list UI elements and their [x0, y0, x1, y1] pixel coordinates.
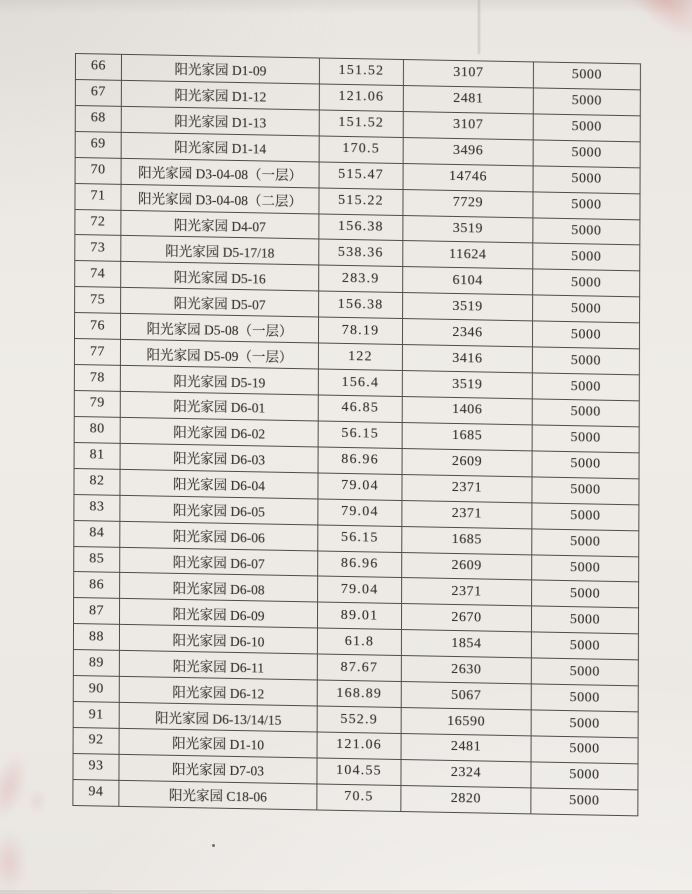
cell-v2: 2820 — [401, 785, 531, 814]
cell-no: 86 — [74, 572, 120, 599]
cell-v3: 5000 — [532, 451, 639, 479]
table-body — [73, 54, 641, 816]
cell-v3: 5000 — [532, 580, 639, 608]
cell-v2: 3519 — [402, 371, 532, 399]
cell-v3: 5000 — [532, 528, 639, 556]
cell-no: 73 — [75, 235, 121, 262]
cell-v3: 5000 — [533, 269, 640, 297]
cell-name: 阳光家园 D5-08（一层） — [121, 314, 319, 344]
cell-v3: 5000 — [531, 606, 638, 634]
paper-fold-line — [478, 0, 480, 54]
cell-v1: 283.9 — [319, 265, 403, 292]
cell-v2: 7729 — [403, 189, 533, 217]
cell-v3: 5000 — [533, 140, 640, 168]
cell-no: 76 — [75, 313, 121, 340]
cell-no: 92 — [73, 727, 119, 754]
cell-no: 87 — [74, 598, 120, 625]
cell-v1: 46.85 — [318, 395, 402, 422]
cell-v3: 5000 — [532, 373, 639, 401]
cell-v1: 151.52 — [319, 58, 403, 85]
cell-v2: 2609 — [402, 448, 532, 476]
cell-v3: 5000 — [533, 88, 640, 116]
cell-v3: 5000 — [532, 503, 639, 531]
cell-name: 阳光家园 D6-01 — [120, 391, 318, 421]
cell-v2: 5067 — [401, 682, 531, 710]
cell-name: 阳光家园 D5-07 — [121, 288, 319, 318]
cell-v2: 11624 — [403, 241, 533, 269]
cell-v1: 79.04 — [318, 576, 402, 603]
cell-v2: 1685 — [402, 422, 532, 450]
cell-name: 阳光家园 D6-03 — [120, 443, 318, 473]
pink-smudge-bottom-left — [0, 830, 28, 894]
cell-name: 阳光家园 D7-03 — [119, 754, 317, 784]
cell-no: 66 — [75, 54, 121, 81]
cell-v1: 86.96 — [318, 447, 402, 474]
cell-v3: 5000 — [531, 684, 638, 712]
cell-no: 94 — [73, 779, 119, 806]
cell-name: 阳光家园 D6-06 — [120, 521, 318, 551]
cell-name: 阳光家园 D6-05 — [120, 495, 318, 525]
cell-v3: 5000 — [533, 192, 640, 220]
cell-name: 阳光家园 D4-07 — [121, 210, 319, 240]
cell-name: 阳光家园 D5-17/18 — [121, 236, 319, 266]
cell-no: 89 — [73, 650, 119, 677]
cell-v1: 515.47 — [319, 162, 403, 189]
cell-no: 93 — [73, 753, 119, 780]
cell-v2: 2371 — [402, 578, 532, 606]
cell-v2: 16590 — [401, 708, 531, 736]
cell-v1: 79.04 — [318, 499, 402, 526]
cell-v3: 5000 — [531, 762, 638, 790]
cell-v2: 2371 — [402, 474, 532, 502]
cell-name: 阳光家园 D1-09 — [121, 54, 319, 84]
cell-v1: 170.5 — [319, 136, 403, 163]
cell-v3: 5000 — [531, 710, 638, 738]
cell-v2: 1685 — [402, 526, 532, 554]
cell-v2: 3519 — [403, 293, 533, 321]
cell-v3: 5000 — [532, 399, 639, 427]
cell-v3: 5000 — [532, 321, 639, 349]
cell-name: 阳光家园 D1-13 — [121, 106, 319, 136]
cell-no: 69 — [75, 131, 121, 158]
cell-no: 79 — [74, 390, 120, 417]
cell-name: 阳光家园 D5-09（一层） — [120, 339, 318, 369]
cell-v1: 156.38 — [319, 291, 403, 318]
cell-name: 阳光家园 C18-06 — [119, 780, 317, 810]
cell-v1: 121.06 — [319, 84, 403, 111]
cell-v1: 87.67 — [317, 654, 401, 681]
cell-name: 阳光家园 D5-16 — [121, 262, 319, 292]
cell-name: 阳光家园 D6-12 — [119, 676, 317, 706]
cell-v1: 61.8 — [317, 628, 401, 655]
cell-v2: 3416 — [402, 345, 532, 373]
cell-v1: 79.04 — [318, 473, 402, 500]
cell-name: 阳光家园 D3-04-08（一层） — [121, 158, 319, 188]
cell-v2: 2371 — [402, 500, 532, 528]
cell-v3: 5000 — [531, 788, 638, 816]
cell-v2: 3107 — [403, 60, 533, 88]
cell-v2: 14746 — [403, 163, 533, 191]
cell-no: 75 — [75, 287, 121, 314]
cell-no: 88 — [73, 624, 119, 651]
cell-v1: 168.89 — [317, 680, 401, 707]
cell-v1: 89.01 — [317, 602, 401, 629]
cell-name: 阳光家园 D6-09 — [120, 599, 318, 629]
cell-v2: 3519 — [403, 215, 533, 243]
cell-v3: 5000 — [533, 295, 640, 323]
cell-no: 84 — [74, 520, 120, 547]
cell-v1: 122 — [318, 343, 402, 370]
cell-name: 阳光家园 D1-12 — [121, 80, 319, 110]
cell-name: 阳光家园 D1-10 — [119, 728, 317, 758]
cell-name: 阳光家园 D6-02 — [120, 417, 318, 447]
cell-v2: 6104 — [403, 267, 533, 295]
cell-v2: 2481 — [401, 733, 531, 761]
cell-no: 78 — [74, 365, 120, 392]
cell-name: 阳光家园 D3-04-08（二层） — [121, 184, 319, 214]
cell-v2: 2670 — [401, 604, 531, 632]
cell-name: 阳光家园 D6-07 — [120, 547, 318, 577]
cell-no: 77 — [74, 339, 120, 366]
cell-v3: 5000 — [533, 243, 640, 271]
cell-v2: 2609 — [402, 552, 532, 580]
unit-fee-table-wrap — [72, 53, 640, 816]
cell-v3: 5000 — [532, 477, 639, 505]
cell-no: 90 — [73, 676, 119, 703]
cell-v3: 5000 — [532, 425, 639, 453]
cell-v1: 56.15 — [318, 525, 402, 552]
cell-name: 阳光家园 D6-13/14/15 — [119, 702, 317, 732]
cell-v1: 515.22 — [319, 188, 403, 215]
unit-fee-table — [72, 53, 641, 816]
cell-v1: 151.52 — [319, 110, 403, 137]
cell-no: 80 — [74, 416, 120, 443]
cell-no: 91 — [73, 702, 119, 729]
cell-v3: 5000 — [531, 736, 638, 764]
ink-speck — [212, 844, 215, 847]
cell-no: 82 — [74, 468, 120, 495]
cell-name: 阳光家园 D1-14 — [121, 132, 319, 162]
pink-smudge-bottom-left — [28, 788, 46, 814]
cell-no: 72 — [75, 209, 121, 236]
cell-v2: 1854 — [401, 630, 531, 658]
cell-name: 阳光家园 D5-19 — [120, 365, 318, 395]
cell-no: 81 — [74, 442, 120, 469]
cell-v1: 538.36 — [319, 239, 403, 266]
cell-v2: 2630 — [401, 656, 531, 684]
cell-v1: 70.5 — [317, 784, 401, 812]
cell-v1: 156.38 — [319, 214, 403, 241]
cell-v1: 552.9 — [317, 706, 401, 733]
cell-v2: 1406 — [402, 397, 532, 425]
cell-no: 70 — [75, 157, 121, 184]
cell-v2: 2324 — [401, 759, 531, 787]
cell-no: 85 — [74, 546, 120, 573]
cell-v1: 78.19 — [318, 317, 402, 344]
cell-v2: 3496 — [403, 137, 533, 165]
cell-v1: 104.55 — [317, 758, 401, 785]
cell-no: 71 — [75, 183, 121, 210]
cell-name: 阳光家园 D6-10 — [119, 625, 317, 655]
cell-v3: 5000 — [532, 554, 639, 582]
cell-v3: 5000 — [533, 62, 640, 90]
cell-name: 阳光家园 D6-11 — [119, 651, 317, 681]
cell-no: 74 — [75, 261, 121, 288]
cell-v3: 5000 — [532, 347, 639, 375]
cell-v1: 86.96 — [318, 550, 402, 577]
pink-smudge-top-right — [606, 0, 692, 54]
cell-v3: 5000 — [531, 632, 638, 660]
cell-no: 67 — [75, 79, 121, 106]
cell-v3: 5000 — [533, 217, 640, 245]
cell-name: 阳光家园 D6-04 — [120, 469, 318, 499]
cell-v3: 5000 — [531, 658, 638, 686]
cell-v2: 2481 — [403, 85, 533, 113]
cell-no: 83 — [74, 494, 120, 521]
cell-name: 阳光家园 D6-08 — [120, 573, 318, 603]
cell-v1: 56.15 — [318, 421, 402, 448]
cell-v1: 121.06 — [317, 732, 401, 759]
cell-v2: 2346 — [402, 319, 532, 347]
cell-v2: 3107 — [403, 111, 533, 139]
cell-v1: 156.4 — [318, 369, 402, 396]
cell-no: 68 — [75, 105, 121, 132]
cell-v3: 5000 — [533, 166, 640, 194]
cell-v3: 5000 — [533, 114, 640, 142]
